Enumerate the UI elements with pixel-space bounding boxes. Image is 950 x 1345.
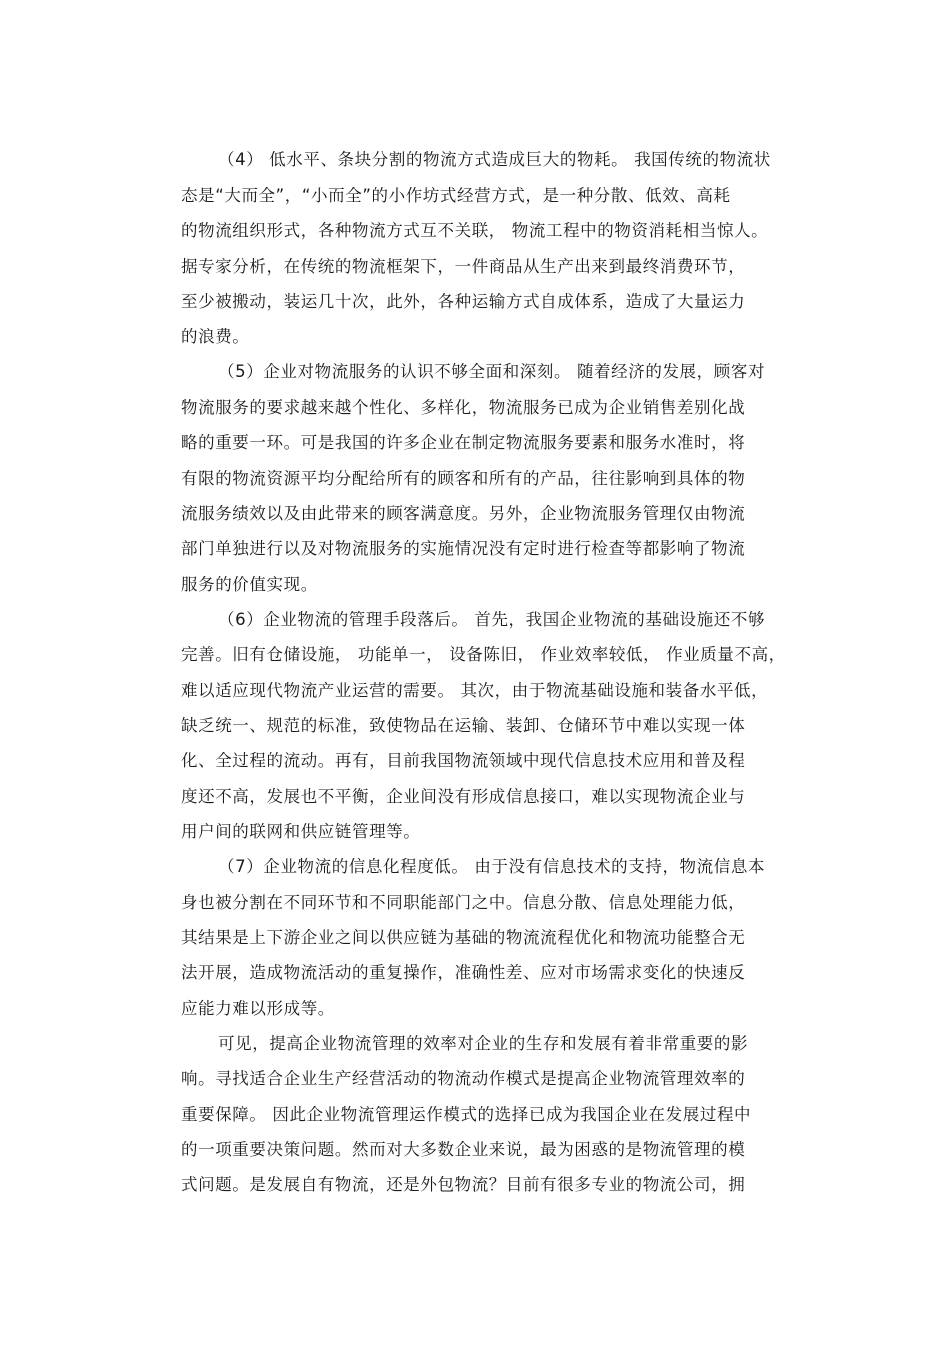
paragraph-2-line-7: 服务的价值实现。 [181, 575, 318, 594]
paragraph-4-line-2: 身也被分割在不同环节和不同职能部门之中。信息分散、信息处理能力低， [181, 893, 746, 912]
paragraph-1-line-4: 据专家分析，在传统的物流框架下，一件商品从生产出来到最终消费环节， [181, 257, 746, 276]
paragraph-5-line-2: 响。寻找适合企业生产经营活动的物流动作模式是提高企业物流管理效率的 [181, 1069, 746, 1088]
paragraph-4-line-1: （7）企业物流的信息化程度低。 由于没有信息技术的支持，物流信息本 [218, 857, 766, 876]
paragraph-1-line-5: 至少被搬动，装运几十次，此外，各种运输方式自成体系，造成了大量运力 [181, 292, 746, 311]
paragraph-5-line-3: 重要保障。 因此企业物流管理运作模式的选择已成为我国企业在发展过程中 [181, 1105, 752, 1124]
paragraph-5-line-5: 式问题。是发展自有物流，还是外包物流？目前有很多专业的物流公司，拥 [181, 1175, 746, 1194]
paragraph-4-line-5: 应能力难以形成等。 [181, 999, 335, 1018]
paragraph-3-line-4: 缺乏统一、规范的标准，致使物品在运输、装卸、仓储环节中难以实现一体 [181, 716, 746, 735]
paragraph-1-line-3: 的物流组织形式，各种物流方式互不关联， 物流工程中的物资消耗相当惊人。 [181, 221, 769, 240]
paragraph-5-line-4: 的一项重要决策问题。然而对大多数企业来说，最为困惑的是物流管理的模 [181, 1140, 746, 1159]
paragraph-1-line-6: 的浪费。 [181, 327, 250, 346]
paragraph-3-line-6: 度还不高，发展也不平衡，企业间没有形成信息接口，难以实现物流企业与 [181, 787, 746, 806]
paragraph-2-line-2: 物流服务的要求越来越个性化、多样化，物流服务已成为企业销售差别化战 [181, 398, 746, 417]
paragraph-3-line-5: 化、全过程的流动。再有，目前我国物流领域中现代信息技术应用和普及程 [181, 751, 746, 770]
paragraph-2-line-5: 流服务绩效以及由此带来的顾客满意度。另外，企业物流服务管理仅由物流 [181, 504, 746, 523]
paragraph-2-line-1: （5）企业对物流服务的认识不够全面和深刻。 随着经济的发展，顾客对 [218, 362, 766, 381]
paragraph-2-line-3: 略的重要一环。可是我国的许多企业在制定物流服务要素和服务水准时，将 [181, 433, 746, 452]
paragraph-4-line-3: 其结果是上下游企业之间以供应链为基础的物流流程优化和物流功能整合无 [181, 928, 746, 947]
paragraph-4-line-4: 法开展，造成物流活动的重复操作，准确性差、应对市场需求变化的快速反 [181, 963, 746, 982]
paragraph-1-line-2: 态是“大而全”，“小而全”的小作坊式经营方式，是一种分散、低效、高耗 [181, 186, 731, 205]
paragraph-5-line-1: 可见，提高企业物流管理的效率对企业的生存和发展有着非常重要的影 [218, 1034, 749, 1053]
paragraph-2-line-4: 有限的物流资源平均分配给所有的顾客和所有的产品，往往影响到具体的物 [181, 469, 746, 488]
paragraph-2-line-6: 部门单独进行以及对物流服务的实施情况没有定时进行检查等都影响了物流 [181, 539, 746, 558]
paragraph-3-line-1: （6）企业物流的管理手段落后。 首先，我国企业物流的基础设施还不够 [218, 610, 766, 629]
paragraph-3-line-2: 完善。旧有仓储设施， 功能单一， 设备陈旧， 作业效率较低， 作业质量不高， [181, 645, 786, 664]
paragraph-3-line-7: 用户间的联网和供应链管理等。 [181, 822, 421, 841]
paragraph-3-line-3: 难以适应现代物流产业运营的需要。 其次，由于物流基础设施和装备水平低， [181, 681, 769, 700]
paragraph-1-line-1: （4） 低水平、条块分割的物流方式造成巨大的物耗。 我国传统的物流状 [218, 150, 771, 169]
